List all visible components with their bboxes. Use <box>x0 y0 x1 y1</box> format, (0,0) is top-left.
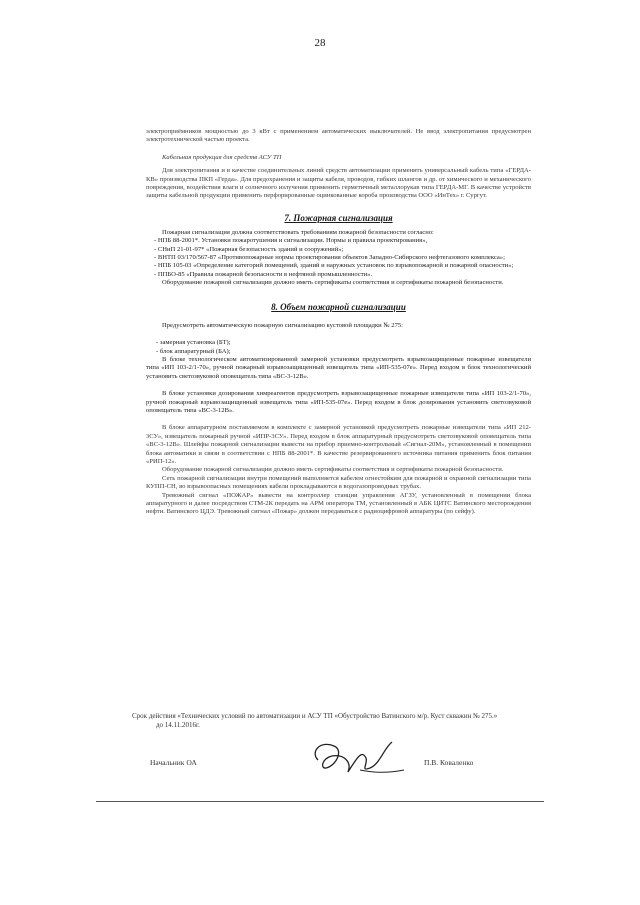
cable-subheading: Кабельная продукция для средств АСУ ТП <box>162 153 282 161</box>
signer-name: П.В. Коваленко <box>424 758 474 767</box>
footer-rule <box>96 801 544 802</box>
validity-date: до 14.11.2016г. <box>156 721 200 729</box>
list-item: - НПБ 105-03 «Определение категорий помещений, зданий и наружных установок по взрывопожарной и пожарной опасности»; <box>154 262 514 270</box>
section-7-closing: Оборудование пожарной сигнализации должно иметь сертификаты соответствия и сертификаты пожарной безопасности. <box>162 279 504 287</box>
section-8-lead: Предусмотреть автоматическую пожарную сигнализацию кустовой площадки № 275: <box>162 321 404 329</box>
list-item: - СНиП 21-01-97* «Пожарная безопасность зданий и сооружений»; <box>154 245 344 253</box>
section-8-heading: 8. Объем пожарной сигнализации <box>271 301 406 312</box>
section-8-paragraph-2: В блоке установки дозирования химреагентов предусмотреть взрывозащищенные пожарные извещатели типа «ИП 103-2/1-70», ручной пожарный взрывозащищенный извещатель типа «ИП-535-07е». Перед входом в блок дозирования установить светозвуковой оповещатель типа «ВС-3-12В». <box>146 390 531 414</box>
intro-paragraph-2: Для электропитания и в качестве соединительных линий средств автоматизации применить универсальный кабель типа «ГЕРДА-КВ» производства ПКП «Герда». Для предохранения и защиты кабеля, проводов, гибких шлангов и др. от химического и механического повреждения, воздействия влаги и солнечного излучения применить герметичный металлорукав типа ГЕРДА-МГ. В качестве устройств защиты кабельной продукции применить перфорированные оцинкованные короба производства ООО «ИнТех» г. Сургут. <box>146 167 531 200</box>
validity-text: Срок действия «Технических условий по автоматизации и АСУ ТП «Обустройство Ватинского м/р. Куст скважин № 275.» <box>132 712 498 720</box>
section-8-paragraph-5: Сеть пожарной сигнализации внутри помещений выполняется кабелем огнестойким для пожарной и охранной сигнализации типа КУПП-СН, во взрывоопасных помещениях кабели прокладываются в водогазопроводных трубах. <box>146 474 531 491</box>
document-body <box>146 128 531 517</box>
section-8-units-list <box>146 339 531 356</box>
signer-title: Начальник ОА <box>150 758 197 767</box>
list-item: - блок аппаратурный (БА); <box>156 347 231 355</box>
validity-note <box>132 712 512 730</box>
page-number: 28 <box>314 37 326 49</box>
section-7-standards-list <box>146 237 531 279</box>
section-7-heading: 7. Пожарная сигнализация <box>284 212 393 223</box>
section-8-paragraph-1: В блоке технологическом автоматизированной замерной установки предусмотреть взрывозащищенные пожарные извещатели типа «ИП 103-2/1-70», ручной пожарный взрывозащищенный извещатель типа «ИП-535-07е». Перед входом в блок технологический установить светозвуковой оповещатель типа «ВС-3-12В». <box>146 355 531 380</box>
list-item: - замерная установка (БТ); <box>156 339 231 347</box>
list-item: - ВНТП 03/170/567-87 «Противопожарные нормы проектирования объектов Западно-Сибирского нефтегазового комплекса»; <box>154 254 505 262</box>
section-8-paragraph-6: Тревожный сигнал «ПОЖАР» вывести на контроллер станции управления АГЗУ, установленный в помещении блока аппаратурного и далее посредством СТМ-2К передать на АРМ оператора ТМ, установленный в АБК ЦИТС Ватинского месторождения нефти. Ватинского ЦДЭ. Тревожный сигнал «Пожар» должен передаваться с радиоцифровой аппаратуры (по сейфу). <box>146 491 531 516</box>
intro-paragraph-1: электроприёмников мощностью до 3 кВт с применением автоматических выключателей. Не ввод электропитания предусмотрен электротехнической частью проекта. <box>146 128 531 144</box>
handwritten-signature <box>300 732 410 782</box>
section-7-lead: Пожарная сигнализация должна соответствовать требованиям пожарной безопасности согласно: <box>162 228 434 236</box>
list-item: - ППБО-85 «Правила пожарной безопасности в нефтяной промышленности». <box>154 270 373 278</box>
section-8-paragraph-4: Оборудование пожарной сигнализации должно иметь сертификаты соответствия и сертификаты пожарной безопасности. <box>162 466 504 474</box>
section-8-paragraph-3: В блоке аппаратурном поставляемом в комплекте с замерной установкой предусмотреть пожарные извещатели типа «ИП 212-3СУ», извещатель пожарный ручной «ИПР-3СУ». Перед входом в блок аппаратурный предусмотреть светозвуковой оповещатель типа «ВС-3-12В». Шлейфы пожарной сигнализации вывести на прибор приемно-контрольный «Сигнал-20М», установленный в помещении блока автоматики и связи в соответствии с НПБ 88-2001*. В качестве резервированного источника питания применить блок питания «РИП-12». <box>146 424 531 465</box>
list-item: - НПБ 88-2001*. Установки пожаротушения и сигнализации. Нормы и правила проектирования», <box>154 237 428 245</box>
